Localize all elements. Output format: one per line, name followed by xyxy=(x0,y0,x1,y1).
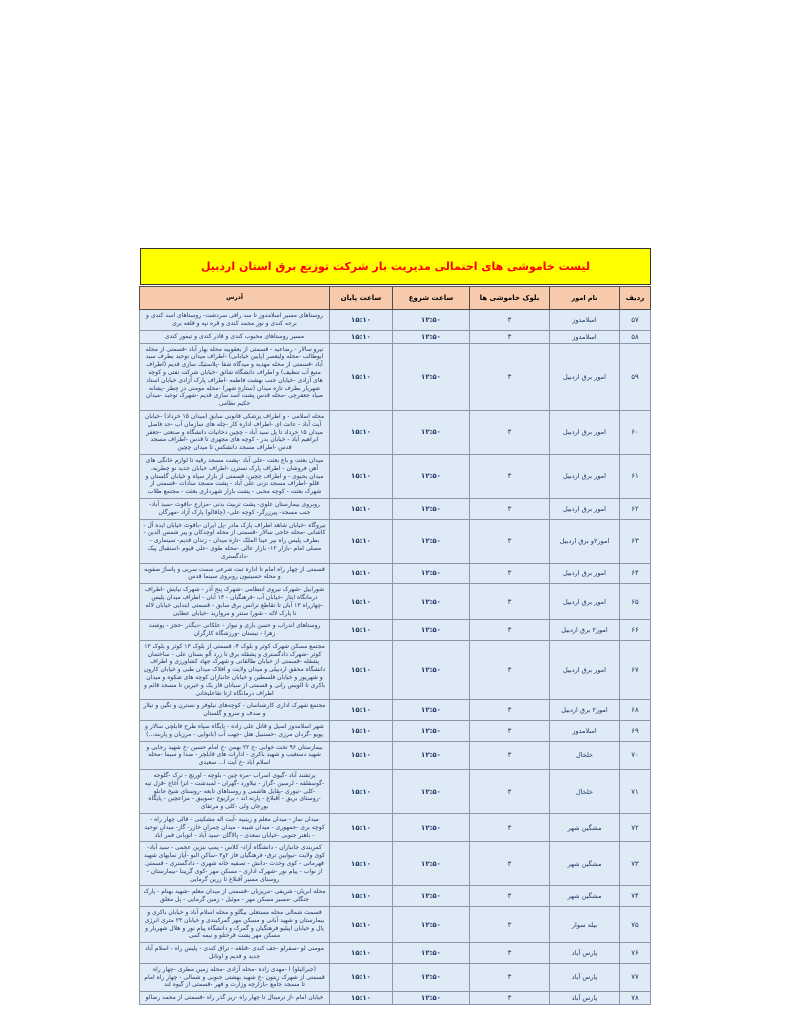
blocks-cell: ۳ xyxy=(470,886,550,907)
blocks-cell: ۳ xyxy=(470,814,550,842)
row-number-cell: ۷۳ xyxy=(620,842,651,886)
table-row xyxy=(140,519,651,563)
row-number-cell: ۵۹ xyxy=(620,343,651,410)
table-header xyxy=(140,287,651,310)
department-cell: امور برق اردبیل xyxy=(550,454,620,498)
department-cell: امور برق اردبیل xyxy=(550,563,620,584)
table-row xyxy=(140,741,651,769)
address-cell: شورابیل -شهرک نیروی انتظامی -شهرک پنج آذر - شهرک نیایش -اطراف درمانگاه ایثار -خیابان آب -فرهنگیان - ۱۳ آبان - اطراف میدان پلیس -چهارراه ۱۳ آبان تا تقاطع ترانس برق سابق - قسمتی ابتدایی خیابان لاله تا پارک لاله - شورا سنتر و مروارید -خیابان عطایی xyxy=(140,584,330,620)
start-time-cell: ۱۲:۵۰ xyxy=(393,343,470,410)
row-number-cell: ۶۳ xyxy=(620,519,651,563)
end-time-cell: ۱۵:۱۰ xyxy=(330,454,393,498)
column-header-address: آدرس xyxy=(140,287,330,310)
header-row xyxy=(140,287,651,310)
department-cell: امور برق اردبیل xyxy=(550,410,620,454)
table-row xyxy=(140,498,651,519)
row-number-cell: ۶۹ xyxy=(620,721,651,742)
end-time-cell: ۱۵:۱۰ xyxy=(330,992,393,1005)
start-time-cell: ۱۲:۵۰ xyxy=(393,584,470,620)
address-cell: خیابان امام -از ترمینال تا چهار راه -زیر گذر راه -قسمتی از محمد رضالو xyxy=(140,992,330,1005)
end-time-cell: ۱۵:۱۰ xyxy=(330,410,393,454)
blocks-cell: ۳ xyxy=(470,640,550,700)
blocks-cell: ۳ xyxy=(470,741,550,769)
end-time-cell: ۱۵:۱۰ xyxy=(330,814,393,842)
address-cell: محله اسلامی - و اطراف پزشکی قانونی سابق (میدان ۱۵ خرداد) -خیابان آیت آباد - عانت ای -اطراف اداره کار -چله های سازمان آب -حد فاصل میدان ۱۵ خرداد تا پل سید آباد - چچین دخانیات دانشگاه و صنعتی -جعفر ابراهیم آباد - خیابان بدر - کوچه های مجهزی تا قدس -اطراف مسجد قدس -اطراف مسجد دانشکس تا میدان چچین xyxy=(140,410,330,454)
table-row xyxy=(140,700,651,721)
row-number-cell: ۶۵ xyxy=(620,584,651,620)
start-time-cell: ۱۲:۵۰ xyxy=(393,640,470,700)
blocks-cell: ۳ xyxy=(470,907,550,943)
end-time-cell: ۱۵:۱۰ xyxy=(330,584,393,620)
row-number-cell: ۵۷ xyxy=(620,310,651,331)
table-row xyxy=(140,410,651,454)
start-time-cell: ۱۲:۵۰ xyxy=(393,498,470,519)
address-cell: (جبرائیلو) ا -مهدی زاده -محله آزادی -محله زمین مطری -چهار راه قسمتی از شهرک زیتون -خ شهید بهشتی جنوبی و شمالی - چهار راه امام تا مسجد جامع -بازارچه وزارت و قهر -قسمتی از گیوه لند xyxy=(140,963,330,991)
address-cell: قسمتی از چهار راه امام تا اداره ثبت شرعی سمت سربی و پاساژ صفویه و محله حسینیون روبروی سینما قدس xyxy=(140,563,330,584)
address-cell: نیروگاه -خیابان شاهد اطراف پارک مادر -پل ایران -باقوث خیابان ایده آل - کاشانی -محله حاجی سالار -قسمتی از محله اوچدکان و پیر شمس الدین - بطرف پلیس راه بپر عینا الملک -تازه میدان - زندان قدیم- سینماری - مصلی امام -بازار ۱۲- بازار عالی -محله طوی -علی قیوم -استقبال پیک -دادگستری xyxy=(140,519,330,563)
address-cell: روستاهای اندراب و حسن باری و نیوار - علکانی -دیگذر -حجز - پوشت زهرا - نیستان -ورزشگاه کارگران xyxy=(140,620,330,641)
address-cell: شهر اسلامدوز اصیل و قانل علی زاده - پایگاه سپاه طرح قابلچی سالار و پویو -گردان مرزی -حسنبیل هتل -جهب آب (نانوایی - مرزبان و پاربنه...) xyxy=(140,721,330,742)
department-cell: اسلامدوز xyxy=(550,330,620,343)
end-time-cell: ۱۵:۱۰ xyxy=(330,498,393,519)
department-cell: بیله سوار xyxy=(550,907,620,943)
end-time-cell: ۱۵:۱۰ xyxy=(330,907,393,943)
row-number-cell: ۵۸ xyxy=(620,330,651,343)
column-header-end-time: ساعت پایان xyxy=(330,287,393,310)
address-cell: بیمارستان ۹۶ تخت خوابی -خ ۲۲ بهمن -خ امام حسین -خ شهید رجایی و شهید دستغیب و شهید باکری - ادارات های قابلچر - صدا و سیما -محله اسلام آباد -خ آیت ا... سعیدی xyxy=(140,741,330,769)
table-row xyxy=(140,963,651,991)
table-row xyxy=(140,814,651,842)
end-time-cell: ۱۵:۱۰ xyxy=(330,721,393,742)
end-time-cell: ۱۵:۱۰ xyxy=(330,330,393,343)
table-row xyxy=(140,343,651,410)
table-row xyxy=(140,842,651,886)
address-cell: میدان بعثت و باغ بعثت -علی آباد -پشت مسجد رقیه تا لوازم خانگی های آهن فروشان - اطراف پارک نسترن -اطراف خیابان جدید نو چطریه، میدان یحیوی - و اطراف چچین، قسمتی از بازار سپاه و خیابان گلستان و قللو -اطراف مسجد نزنی علی آباد - پشت مسجد سادات -قسمتی از شهرک بعثت - کوچه محبی - پشت بازار شهرداری بعثت - مجتمع طلاب xyxy=(140,454,330,498)
address-cell: مجتمع مسکن شهرک کوثر و بلوک ۴- قسمتی از بلوک ۱۳ کوثر و بلوک ۱۳ کوثر -شهرک دادگستری و پشقله برق تا زرد آلو بستان علی - ساختمان پشقله -قسمتی از خیابان طالقانی و شهرک جهاد کشاورزی و اطراف دانشگاه محقق اردبیلی و میدان ولایت و افلاک میدان طبی و خیابان کارون و شهریور و خیابان فلسطین و خیابان جانبازان کوچه های شکوه و میدان باکری تا الویس رانی و قسمتی از سیانان قاز یک و خیرین تا مسجد قائم و اطراف درمانگاه ارتا تفاعلیخانی xyxy=(140,640,330,700)
blocks-cell: ۳ xyxy=(470,992,550,1005)
blocks-cell: ۳ xyxy=(470,410,550,454)
start-time-cell: ۱۲:۵۰ xyxy=(393,519,470,563)
department-cell: امور۲و برق اردبیل xyxy=(550,519,620,563)
address-cell: مومنی لو -صفرلو -جف کندی -قنلغه - تراق کندی - پلیس راه - اسلام آباد جدید و قدیم و اوتانل xyxy=(140,943,330,964)
department-cell: امور۲ برق اردبیل xyxy=(550,620,620,641)
table-row xyxy=(140,620,651,641)
table-row xyxy=(140,770,651,814)
start-time-cell: ۱۲:۵۰ xyxy=(393,770,470,814)
blocks-cell: ۳ xyxy=(470,963,550,991)
blocks-cell: ۳ xyxy=(470,454,550,498)
start-time-cell: ۱۲:۵۰ xyxy=(393,700,470,721)
end-time-cell: ۱۵:۱۰ xyxy=(330,842,393,886)
blocks-cell: ۳ xyxy=(470,563,550,584)
department-cell: امور برق اردبیل xyxy=(550,343,620,410)
table-row xyxy=(140,330,651,343)
start-time-cell: ۱۲:۵۰ xyxy=(393,963,470,991)
department-cell: مشگین شهر xyxy=(550,814,620,842)
blocks-cell: ۳ xyxy=(470,584,550,620)
department-cell: مشگین شهر xyxy=(550,886,620,907)
start-time-cell: ۱۲:۵۰ xyxy=(393,721,470,742)
row-number-cell: ۷۷ xyxy=(620,963,651,991)
blocks-cell: ۳ xyxy=(470,620,550,641)
department-cell: امور برق اردبیل xyxy=(550,640,620,700)
table-row xyxy=(140,640,651,700)
start-time-cell: ۱۲:۵۰ xyxy=(393,943,470,964)
blocks-cell: ۳ xyxy=(470,343,550,410)
title-bar xyxy=(140,248,651,285)
end-time-cell: ۱۵:۱۰ xyxy=(330,343,393,410)
row-number-cell: ۷۰ xyxy=(620,741,651,769)
row-number-cell: ۶۴ xyxy=(620,563,651,584)
department-cell: خلخال xyxy=(550,741,620,769)
department-cell: مشگین شهر xyxy=(550,842,620,886)
table-row xyxy=(140,992,651,1005)
start-time-cell: ۱۲:۵۰ xyxy=(393,620,470,641)
address-cell: پرتشند آباد -گیوی اسراب -مره چین - بلوچه - اورنچ - ترک -گلوجه -گوسفلقه - لرسین -گزاز - نیلاورد -گهران - لمبدشت - انزا آغاج -قزل تپه -کلی -تیوری -بقایل هاشمی و روستاهای تابعه -روستای شیخ جانلو -روستای بریق - آقبلاغ - پارنه اند - برازیوج -سوبیق - مزاعچین - پایگاه بورجان ولی -کلی و مرتفای xyxy=(140,770,330,814)
start-time-cell: ۱۲:۵۰ xyxy=(393,814,470,842)
end-time-cell: ۱۵:۱۰ xyxy=(330,640,393,700)
row-number-cell: ۷۱ xyxy=(620,770,651,814)
address-cell: قسمت شمالی محله مستعلی بیگلو و محله اسلام آباد و خیابان باکری و بیمارستان و شهید آبانی و مسکن مهر گمرکبندی و خیابان ۲۴ متری انرژی پال و خیابان اپیلیو فرهنگیان و گمرک و دانشگاه پیام نور و هلال شهریار و مسکن مهر پشت قرختلو و نیمه کمی xyxy=(140,907,330,943)
end-time-cell: ۱۵:۱۰ xyxy=(330,886,393,907)
column-header-department: نام امور xyxy=(550,287,620,310)
table-body xyxy=(140,310,651,1005)
address-cell: مجتمع شهرک اداری کارشناسان - کوچه‌های نیلوفر و نسترن و نگین و نیلار و صدف و سرو و گلستان xyxy=(140,700,330,721)
start-time-cell: ۱۲:۵۰ xyxy=(393,842,470,886)
address-cell: مسیر روستاهای محبوب کندی و قادر کندی و تیمور کندی xyxy=(140,330,330,343)
address-cell: روبروی بیمارستان علوی- پشت تربیت بدنی -مزارع -باقوث -سید آباد- جنب مسجد- پیرزرگر- کوچه علی- (چاقالو) پارک آزاد -مهرگان xyxy=(140,498,330,519)
department-cell: پارس آباد xyxy=(550,943,620,964)
start-time-cell: ۱۲:۵۰ xyxy=(393,907,470,943)
address-cell: محله ابریان- شریفی -تبریزیان -قسمتی از میدان معلم -شهید بهنام - پارک جنگلی -مسیر مسکن مهر - موئیل - زمین گرمایی - پل معلق xyxy=(140,886,330,907)
row-number-cell: ۷۶ xyxy=(620,943,651,964)
end-time-cell: ۱۵:۱۰ xyxy=(330,943,393,964)
department-cell: خلخال xyxy=(550,770,620,814)
row-number-cell: ۶۶ xyxy=(620,620,651,641)
table-row xyxy=(140,584,651,620)
blocks-cell: ۳ xyxy=(470,519,550,563)
table-row xyxy=(140,886,651,907)
blocks-cell: ۳ xyxy=(470,498,550,519)
end-time-cell: ۱۵:۱۰ xyxy=(330,963,393,991)
blocks-cell: ۳ xyxy=(470,700,550,721)
row-number-cell: ۷۸ xyxy=(620,992,651,1005)
end-time-cell: ۱۵:۱۰ xyxy=(330,620,393,641)
end-time-cell: ۱۵:۱۰ xyxy=(330,310,393,331)
table-row xyxy=(140,907,651,943)
address-cell: کمربندی جانبازان - دانشگاه آزاد- کلاس - پمپ بنزین عجمی - سید آباد- کوی ولایت -نیوایین ترق- فرهنگیان فاز ۲و۳ -ساکن البو -آپاز نمایهای شهید قهرمانی - کوی وحدت -دانش - تصفیه خانه شهری - دادگستری - قسمتی از نواب - پیام نور -شهرک اداری - مسکن مهر -کوی گریبنا -بیمارستان - روستای مسیر آقبلاغ تا زرین گرمایی xyxy=(140,842,330,886)
end-time-cell: ۱۵:۱۰ xyxy=(330,741,393,769)
page-title: لیست خاموشی های احتمالی مدیریت بار شرکت توزیع برق استان اردبیل xyxy=(200,260,591,273)
blocks-cell: ۳ xyxy=(470,721,550,742)
row-number-cell: ۷۴ xyxy=(620,886,651,907)
row-number-cell: ۶۷ xyxy=(620,640,651,700)
blocks-cell: ۳ xyxy=(470,310,550,331)
table-row xyxy=(140,310,651,331)
start-time-cell: ۱۲:۵۰ xyxy=(393,310,470,331)
end-time-cell: ۱۵:۱۰ xyxy=(330,700,393,721)
address-cell: میدان نماز - میدان معلم و زینبیه -آیت اله مشکینی - قالی چهار راه - کوچه بری -جمهوری - میدان شیبه - میدان چمران خازر- گاز- میدان توحید - باهنر جنوبی -خیابان سعدی - پالاگان -سید آباد - اتوبانی قمر آباد xyxy=(140,814,330,842)
outage-table xyxy=(139,286,651,1005)
table-row xyxy=(140,943,651,964)
department-cell: امور۲ برق اردبیل xyxy=(550,700,620,721)
row-number-cell: ۷۵ xyxy=(620,907,651,943)
blocks-cell: ۳ xyxy=(470,842,550,886)
blocks-cell: ۳ xyxy=(470,770,550,814)
start-time-cell: ۱۲:۵۰ xyxy=(393,454,470,498)
department-cell: اسلامدوز xyxy=(550,721,620,742)
start-time-cell: ۱۲:۵۰ xyxy=(393,410,470,454)
start-time-cell: ۱۲:۵۰ xyxy=(393,992,470,1005)
column-header-row: ردیف xyxy=(620,287,651,310)
table-row xyxy=(140,454,651,498)
column-header-start-time: ساعت شروع xyxy=(393,287,470,310)
outage-schedule-sheet xyxy=(140,248,651,1005)
address-cell: نیرو سالار - رضاعیه - قسمتی از یعقوبیه محله بهار آباد -قسمتی از محله ابوطالب -محله ولیعصر (پایین خیابانی) -اطراف میدان توحید بطرف سید آباد -قسمتی از محله مهدیه و میدگاه شفا -پلاستیک سازی قدیم (اطراف منبع آب تنظیف) و اطراف دانشگاه شائق -خیابان شرکت نفتی و کوچه های آزادی -خیابان جنب بهشت فاطمه -اطراف پارک آزادی خیابان استاد شهریار بطرف تازه میدان (ستاره شهر) -محله مومنی در چطر -پشانه صیاد جعفرچی -محله قدس پشت آسد سازی قدیم -شهرک توحید -میدان حکیم نظامی xyxy=(140,343,330,410)
row-number-cell: ۶۱ xyxy=(620,454,651,498)
start-time-cell: ۱۲:۵۰ xyxy=(393,886,470,907)
table-row xyxy=(140,563,651,584)
table-row xyxy=(140,721,651,742)
department-cell: امور برق اردبیل xyxy=(550,498,620,519)
blocks-cell: ۳ xyxy=(470,943,550,964)
department-cell: اسلامدوز xyxy=(550,310,620,331)
row-number-cell: ۶۲ xyxy=(620,498,651,519)
department-cell: پارس آباد xyxy=(550,963,620,991)
end-time-cell: ۱۵:۱۰ xyxy=(330,563,393,584)
row-number-cell: ۷۲ xyxy=(620,814,651,842)
row-number-cell: ۶۸ xyxy=(620,700,651,721)
start-time-cell: ۱۲:۵۰ xyxy=(393,741,470,769)
blocks-cell: ۳ xyxy=(470,330,550,343)
start-time-cell: ۱۲:۵۰ xyxy=(393,330,470,343)
end-time-cell: ۱۵:۱۰ xyxy=(330,519,393,563)
row-number-cell: ۶۰ xyxy=(620,410,651,454)
department-cell: امور برق اردبیل xyxy=(550,584,620,620)
department-cell: پارس آباد xyxy=(550,992,620,1005)
column-header-blocks: بلوک خاموشی ها xyxy=(470,287,550,310)
start-time-cell: ۱۲:۵۰ xyxy=(393,563,470,584)
address-cell: روستاهای مسیر اسلامدوز تا سد رافی سردشت- روستاهای اسد کندی و نرجه کندی و نور محمد کندی و قره تپه و قلعه بری xyxy=(140,310,330,331)
end-time-cell: ۱۵:۱۰ xyxy=(330,770,393,814)
